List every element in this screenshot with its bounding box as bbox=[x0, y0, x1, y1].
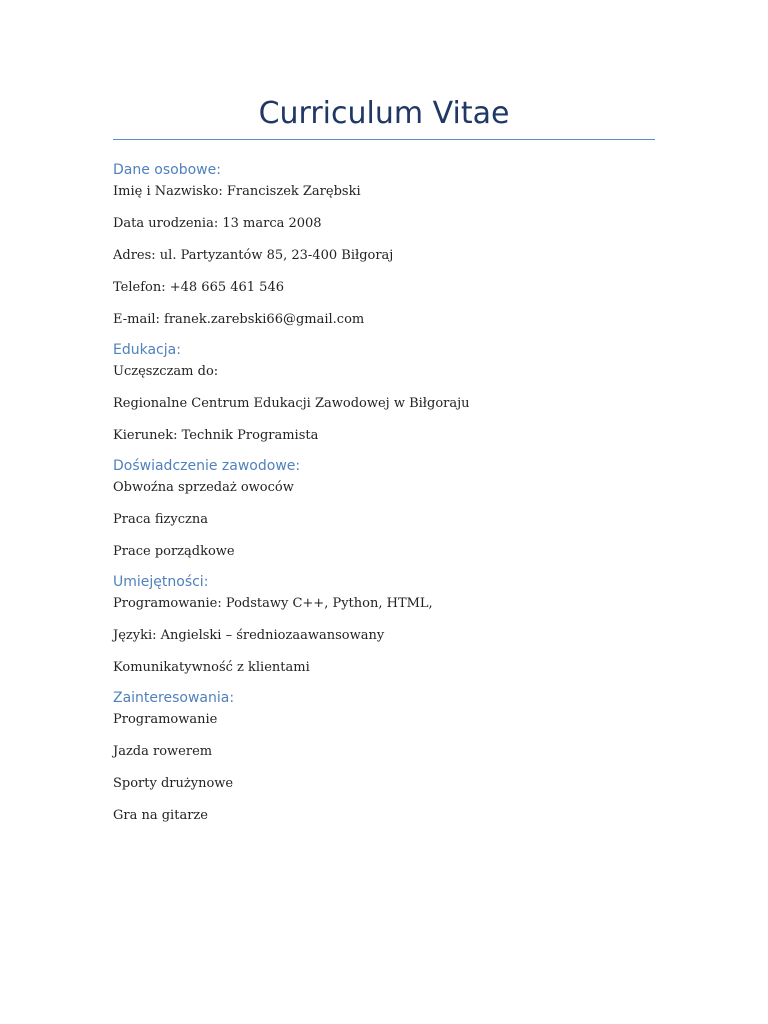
text-line: Języki: Angielski – średniozaawansowany bbox=[113, 628, 385, 643]
text-line: Telefon: +48 665 461 546 bbox=[113, 280, 284, 295]
document-title: Curriculum Vitae bbox=[258, 96, 510, 131]
text-line: Praca fizyczna bbox=[113, 512, 208, 527]
text-line: Sporty drużynowe bbox=[113, 776, 234, 791]
document-body bbox=[113, 158, 655, 834]
section-education bbox=[113, 338, 655, 446]
text-line: Komunikatywność z klientami bbox=[113, 660, 310, 675]
text-line: Obwoźna sprzedaż owoców bbox=[113, 480, 294, 495]
text-line: Gra na gitarze bbox=[113, 808, 208, 823]
text-line: Kierunek: Technik Programista bbox=[113, 428, 319, 443]
section-heading: Doświadczenie zawodowe: bbox=[113, 458, 301, 474]
section-personal-data bbox=[113, 158, 655, 330]
text-line: Jazda rowerem bbox=[113, 744, 213, 759]
section-heading: Zainteresowania: bbox=[113, 690, 235, 706]
section-interests bbox=[113, 686, 655, 826]
text-line: Uczęszczam do: bbox=[113, 364, 219, 379]
text-line: Programowanie bbox=[113, 712, 218, 727]
text-line: Regionalne Centrum Edukacji Zawodowej w Biłgoraju bbox=[113, 396, 470, 411]
section-work-experience bbox=[113, 454, 655, 562]
text-line: Programowanie: Podstawy C++, Python, HTML, bbox=[113, 596, 433, 611]
section-heading: Umiejętności: bbox=[113, 574, 209, 590]
text-line: Data urodzenia: 13 marca 2008 bbox=[113, 216, 322, 231]
section-skills bbox=[113, 570, 655, 678]
text-line: E-mail: franek.zarebski66@gmail.com bbox=[113, 312, 365, 327]
section-heading: Edukacja: bbox=[113, 342, 181, 358]
section-heading: Dane osobowe: bbox=[113, 162, 221, 178]
text-line: Prace porządkowe bbox=[113, 544, 235, 559]
text-line: Imię i Nazwisko: Franciszek Zarębski bbox=[113, 184, 361, 199]
text-line: Adres: ul. Partyzantów 85, 23-400 Biłgoraj bbox=[113, 248, 394, 263]
title-underline bbox=[113, 139, 655, 140]
